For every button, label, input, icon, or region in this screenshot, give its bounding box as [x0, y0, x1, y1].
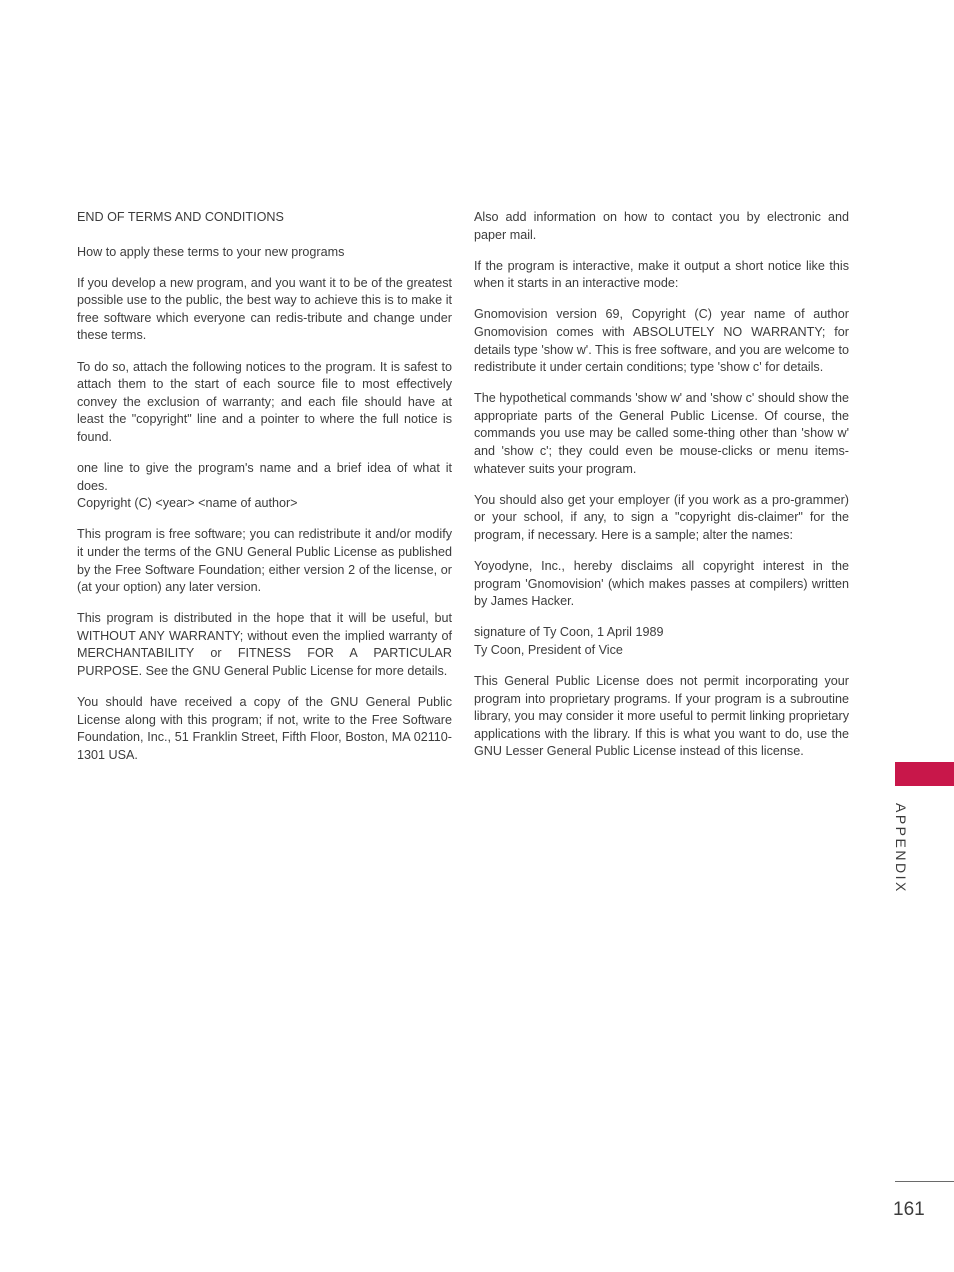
right-paragraph-contact: Also add information on how to contact you by electronic and paper mail.: [474, 210, 849, 242]
end-of-terms-heading: END OF TERMS AND CONDITIONS: [77, 210, 284, 224]
section-label: APPENDIX: [893, 803, 909, 894]
section-tab-marker: [895, 762, 954, 786]
footer-divider: [895, 1181, 954, 1182]
left-paragraph-no-warranty: This program is distributed in the hope that it will be useful, but WITHOUT ANY WARRANTY; without even the implied warranty of MERCHANTABILITY or FITNESS FOR A PARTICULAR PURPOSE. See the GNU General Public License for more details.: [77, 611, 452, 678]
right-paragraph-signature: [474, 624, 849, 659]
right-paragraph-lgpl: This General Public License does not permit incorporating your program into proprietary programs. If your program is a subroutine library, you may consider it more useful to permit linking proprietary applications with the library. If this is what you want to do, use the GNU Lesser General Public License instead of this license.: [474, 673, 849, 759]
right-paragraph-interactive: If the program is interactive, make it output a short notice like this when it starts in an interactive mode:: [474, 258, 849, 291]
right-paragraph-yoyodyne: Yoyodyne, Inc., hereby disclaims all copyright interest in the program 'Gnomovision' (which makes passes at compilers) written by James Hacker.: [474, 559, 849, 609]
page-number: 161: [893, 1199, 925, 1220]
how-to-apply-heading: How to apply these terms to your new programs: [77, 244, 345, 259]
signer-title-line: Ty Coon, President of Vice: [474, 642, 623, 657]
left-paragraph-free-software: This program is free software; you can redistribute it and/or modify it under the terms of the GNU General Public License as published by the Free Software Foundation; either version 2 of the license, or (at your option) any later version.: [77, 527, 452, 595]
left-column: [77, 209, 452, 778]
right-paragraph-commands: The hypothetical commands 'show w' and 'show c' should show the appropriate parts of the General Public License. Of course, the commands you use may be called some-thing other than 'show w' and 'show c'; they could even be mouse-clicks or menu items-whatever suits your program.: [474, 391, 849, 476]
left-paragraph-received-copy: You should have received a copy of the GNU General Public License along with this program; if not, write to the Free Software Foundation, Inc., 51 Franklin Street, Fifth Floor, Boston, MA 02110-1301 USA.: [77, 695, 452, 762]
notice-line-copyright: Copyright (C) <year> <name of author>: [77, 496, 298, 511]
right-column: [474, 209, 849, 774]
right-paragraph-employer: You should also get your employer (if you work as a pro-grammer) or your school, if any, to sign a "copyright dis-claimer" for the program, if necessary. Here is a sample; alter the names:: [474, 492, 849, 542]
notice-line-program-name: one line to give the program's name and a brief idea of what it does.: [77, 461, 452, 493]
left-paragraph-notice: [77, 460, 452, 513]
right-paragraph-gnomovision: Gnomovision version 69, Copyright (C) year name of author Gnomovision comes with ABSOLUTELY NO WARRANTY; for details type 'show w'. This is free software, and you are welcome to redistribute it under certain conditions; type 'show c' for details.: [474, 307, 849, 375]
left-paragraph-attach: To do so, attach the following notices to the program. It is safest to attach them to the start of each source file to most effectively convey the exclusion of warranty; and each file should have at least the "copyright" line and a pointer to where the full notice is found.: [77, 359, 452, 444]
left-paragraph-develop: If you develop a new program, and you want it to be of the greatest possible use to the public, the best way to achieve this is to make it free software which everyone can redis-tribute and change under these terms.: [77, 275, 452, 343]
signature-line: signature of Ty Coon, 1 April 1989: [474, 625, 664, 640]
